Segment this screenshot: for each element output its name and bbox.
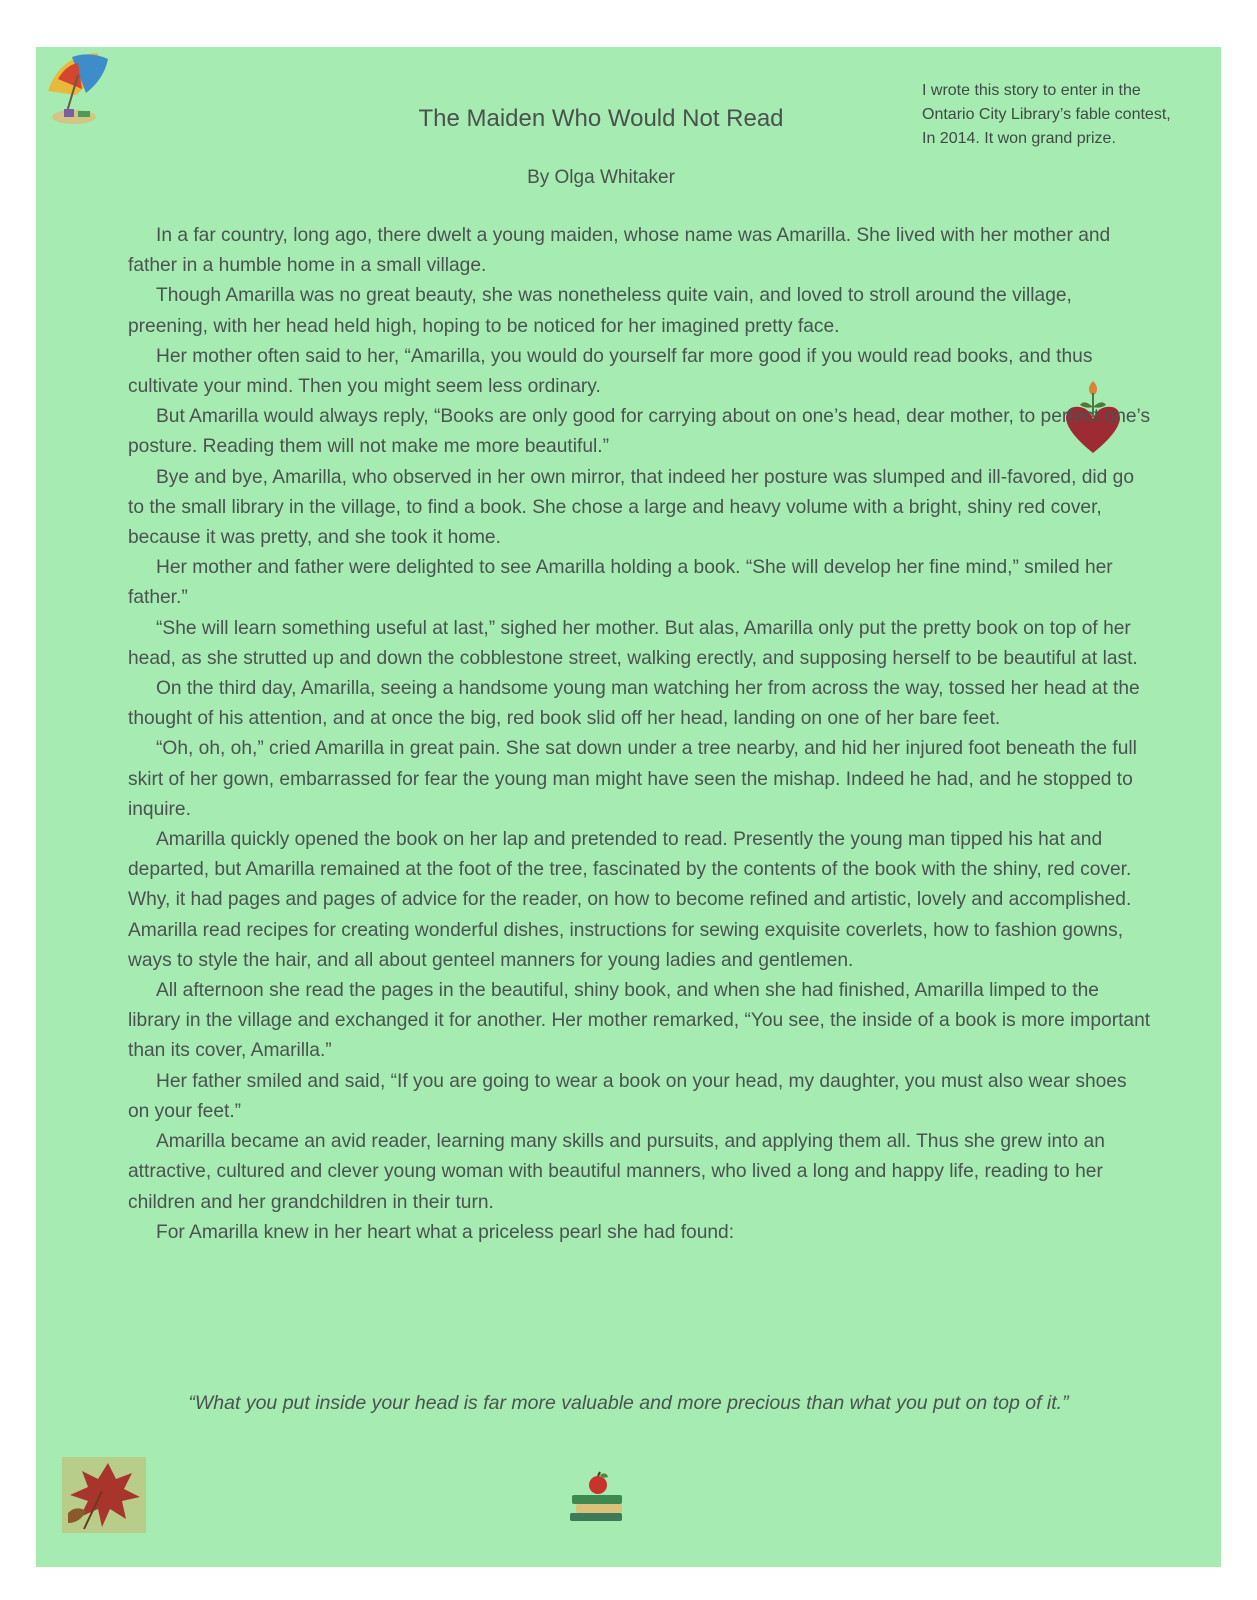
story-body: [128, 221, 1153, 1248]
story-byline: By Olga Whitaker: [527, 167, 675, 188]
story-paragraph: Her mother and father were delighted to see Amarilla holding a book. “She will develop her fine mind,” smiled her father.”: [128, 557, 1113, 609]
story-paragraph: But Amarilla would always reply, “Books are only good for carrying about on one’s head, dear mother, to perfect one’s posture. Reading them will not make me more beautiful.”: [128, 406, 1151, 458]
story-paragraph: “Oh, oh, oh,” cried Amarilla in great pain. She sat down under a tree nearby, and hid her injured foot beneath the full skirt of her gown, embarrassed for fear the young man might have seen the mishap. Indeed he had, and he stopped to inquire.: [128, 738, 1137, 820]
autumn-leaf-icon: [62, 1457, 146, 1533]
story-paragraph: Bye and bye, Amarilla, who observed in her own mirror, that indeed her posture was slumped and ill-favored, did go to the small library in the village, to find a book. She chose a large and heavy volume with a bright, shiny red cover, because it was pretty, and she took it home.: [128, 466, 1135, 549]
author-note-line: In 2014. It won grand prize.: [922, 130, 1116, 147]
story-paragraph: For Amarilla knew in her heart what a priceless pearl she had found:: [156, 1221, 735, 1243]
author-note-line: Ontario City Library’s fable contest,: [922, 106, 1171, 123]
story-paragraph: Her mother often said to her, “Amarilla, you would do yourself far more good if you would read books, and thus cultivate your mind. Then you might seem less ordinary.: [128, 345, 1093, 398]
story-moral: “What you put inside your head is far more valuable and more precious than what you put on top of it.”: [188, 1392, 1069, 1414]
story-paragraph: Though Amarilla was no great beauty, she was nonetheless quite vain, and loved to stroll around the village, preening, with her head held high, hoping to be noticed for her imagined pretty face.: [128, 285, 1072, 337]
document-page: [36, 47, 1221, 1567]
story-title: The Maiden Who Would Not Read: [418, 105, 784, 132]
story-paragraph: In a far country, long ago, there dwelt a young maiden, whose name was Amarilla. She lived with her mother and father in a humble home in a small village.: [128, 225, 1111, 277]
story-paragraph: Her father smiled and said, “If you are going to wear a book on your head, my daughter, you must also wear shoes on your feet.”: [128, 1070, 1127, 1122]
story-paragraph: On the third day, Amarilla, seeing a handsome young man watching her from across the way, tossed her head at the thought of his attention, and at once the big, red book slid off her head, landing on one of her bare feet.: [128, 678, 1140, 730]
apple-on-books-icon: [566, 1471, 628, 1523]
story-paragraph: “She will learn something useful at last,” sighed her mother. But alas, Amarilla only put the pretty book on top of her head, as she strutted up and down the cobblestone street, walking erectly, and supposing herself to be beautiful at last.: [128, 617, 1138, 669]
story-paragraph: Amarilla became an avid reader, learning many skills and pursuits, and applying them all. Thus she grew into an attractive, cultured and clever young woman with beautiful manners, who lived a long and happy life, reading to her children and her grandchildren in their turn.: [128, 1131, 1105, 1213]
story-paragraph: All afternoon she read the pages in the beautiful, shiny book, and when she had finished, Amarilla limped to the library in the village and exchanged it for another. Her mother remarked, “You see, the inside of a book is more important than its cover, Amarilla.”: [128, 980, 1151, 1062]
author-note-line: I wrote this story to enter in the: [922, 82, 1141, 99]
story-paragraph: Amarilla quickly opened the book on her lap and pretended to read. Presently the young man tipped his hat and departed, but Amarilla remained at the foot of the tree, fascinated by the contents of the book with the shiny, red cover. Why, it had pages and pages of advice for the reader, on how to become refined and artistic, lovely and accomplished. Amarilla read recipes for creating wonderful dishes, instructions for sewing exquisite coverlets, how to fashion gowns, ways to style the hair, and all about genteel manners for young ladies and gentlemen.: [128, 829, 1132, 971]
